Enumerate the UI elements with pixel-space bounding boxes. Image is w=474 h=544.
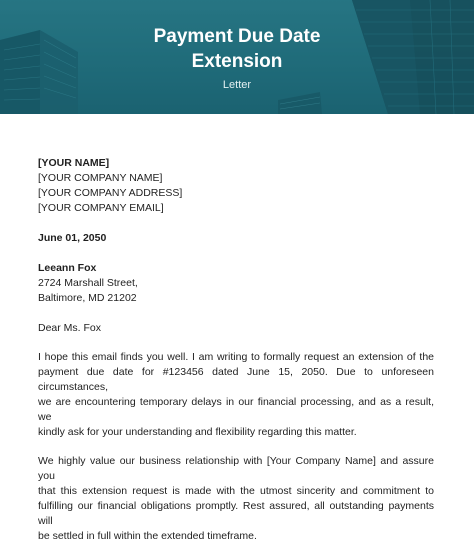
sender-email: [YOUR COMPANY EMAIL] (38, 202, 164, 214)
recipient-block (38, 261, 434, 306)
paragraph-line: be settled in full within the extended timeframe. (38, 530, 257, 542)
paragraph-line: that this extension request is made with the utmost sincerity and commitment to (38, 485, 434, 497)
sender-block (38, 156, 434, 216)
paragraph-line: We highly value our business relationship with [Your Company Name] and assure you (38, 455, 434, 482)
paragraph-line: kindly ask for your understanding and flexibility regarding this matter. (38, 426, 357, 438)
paragraph-line: I hope this email finds you well. I am writing to formally request an extension of the (38, 351, 434, 363)
paragraph-line: fulfilling our financial obligations promptly. Rest assured, all outstanding payments will (38, 500, 434, 527)
title-line-2: Extension (191, 51, 283, 72)
title-line-1: Payment Due Date (153, 26, 321, 47)
recipient-name: Leeann Fox (38, 262, 97, 274)
letter-body (38, 156, 434, 544)
letter-date: June 01, 2050 (38, 232, 107, 244)
document-title (0, 24, 474, 74)
sender-name: [YOUR NAME] (38, 157, 110, 169)
header-title-block (0, 24, 474, 93)
paragraph-2 (38, 454, 434, 544)
sender-address: [YOUR COMPANY ADDRESS] (38, 187, 183, 199)
paragraph-line: payment due date for #123456 dated June 15, 2050. Due to unforeseen circumstances, (38, 366, 434, 393)
paragraph-line: we are encountering temporary delays in our financial processing, and as a result, we (38, 396, 434, 423)
paragraph-1 (38, 350, 434, 440)
recipient-street: 2724 Marshall Street, (38, 277, 138, 289)
document-subtitle: Letter (222, 79, 252, 91)
salutation: Dear Ms. Fox (38, 322, 102, 334)
sender-company: [YOUR COMPANY NAME] (38, 172, 163, 184)
header-banner (0, 0, 474, 114)
recipient-city: Baltimore, MD 21202 (38, 292, 137, 304)
